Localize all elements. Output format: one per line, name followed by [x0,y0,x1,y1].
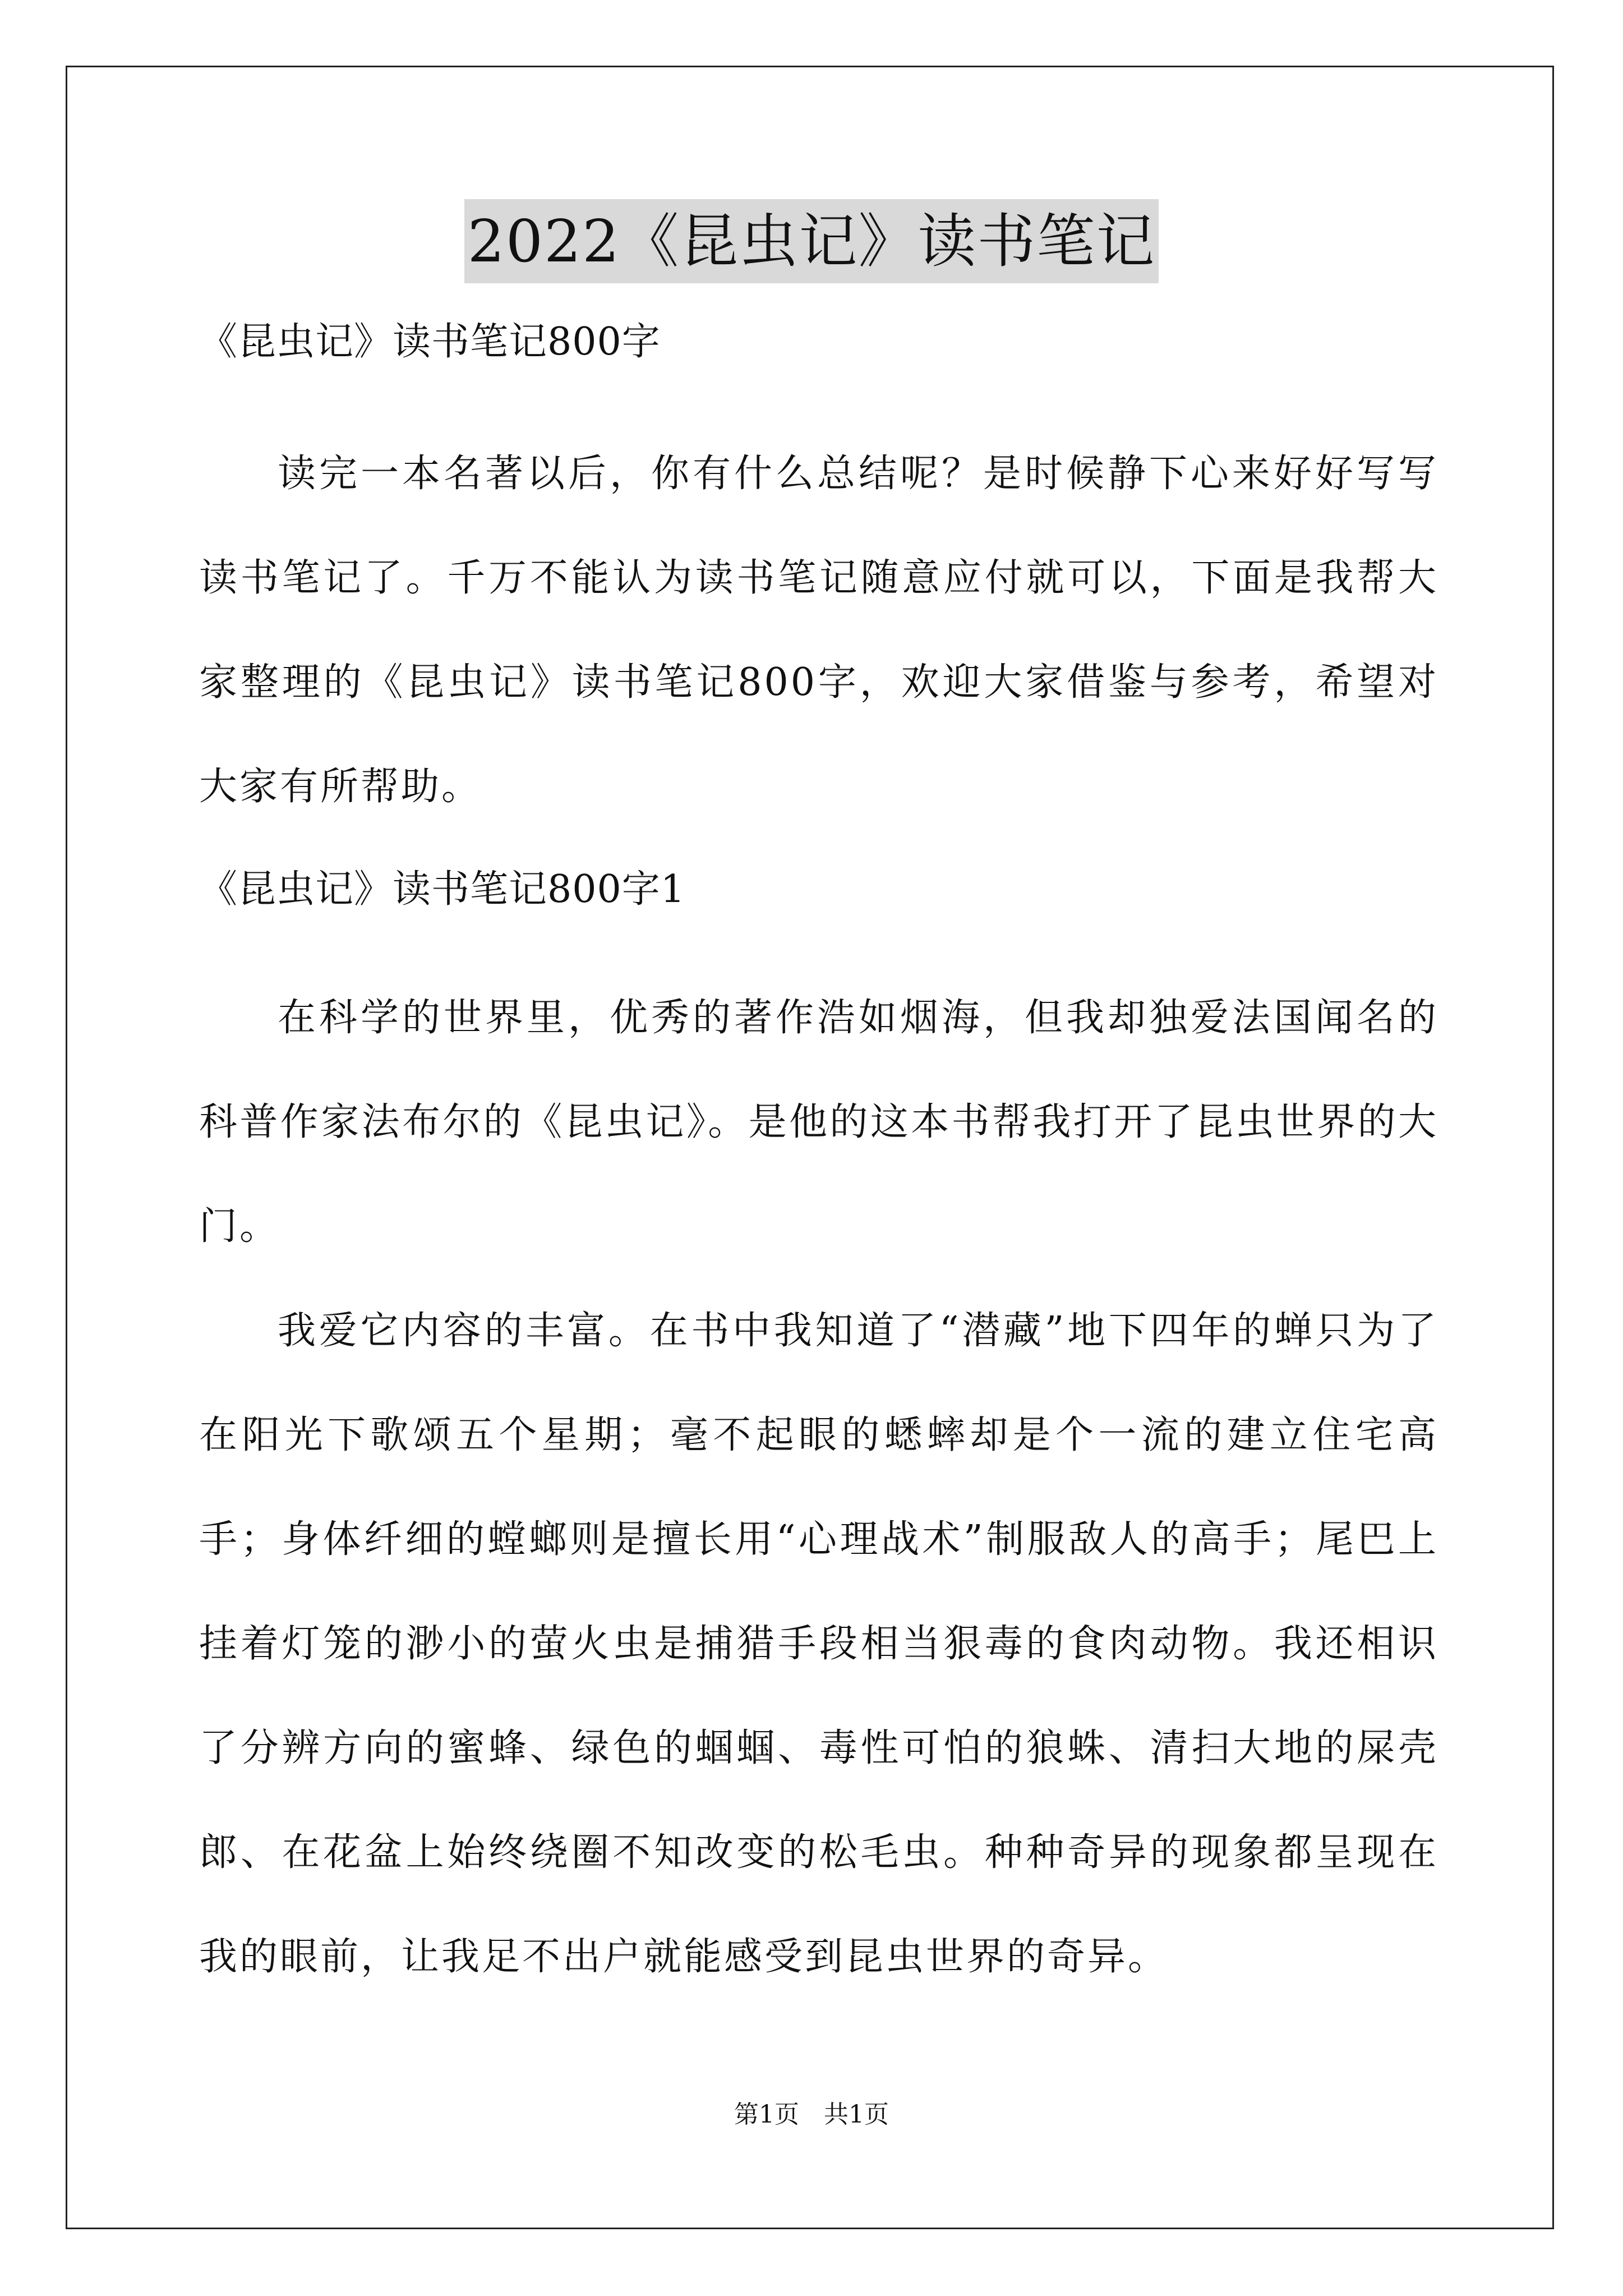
document-title: 2022《昆虫记》读书笔记 [464,199,1159,283]
intro-paragraph: 读完一本名著以后，你有什么总结呢？是时候静下心来好好写写读书笔记了。千万不能认为读书笔记随意应付就可以，下面是我帮大家整理的《昆虫记》读书笔记800字，欢迎大家借鉴与参考，希望对大家有所帮助。 [199,452,1438,809]
title-container [0,199,1623,283]
document-subtitle: 《昆虫记》读书笔记800字 [199,320,661,364]
section-heading: 《昆虫记》读书笔记800字1 [199,867,686,912]
page-footer: 第1页 共1页 [734,2100,889,2129]
body-paragraph: 我爱它内容的丰富。在书中我知道了“潜藏”地下四年的蝉只为了在阳光下歌颂五个星期；毫不起眼的蟋蟀却是个一流的建立住宅高手；身体纤细的螳螂则是擅长用“心理战术”制服敌人的高手；尾巴上挂着灯笼的渺小的萤火虫是捕猎手段相当狠毒的食肉动物。我还相识了分辨方向的蜜蜂、绿色的蝈蝈、毒性可怕的狼蛛、清扫大地的屎壳郎、在花盆上始终绕圈不知改变的松毛虫。种种奇异的现象都呈现在我的眼前，让我足不出户就能感受到昆虫世界的奇异。 [199,1309,1438,1979]
document-body [199,314,1438,2009]
body-paragraph: 在科学的世界里，优秀的著作浩如烟海，但我却独爱法国闻名的科普作家法布尔的《昆虫记》。是他的这本书帮我打开了昆虫世界的大门。 [199,996,1438,1249]
